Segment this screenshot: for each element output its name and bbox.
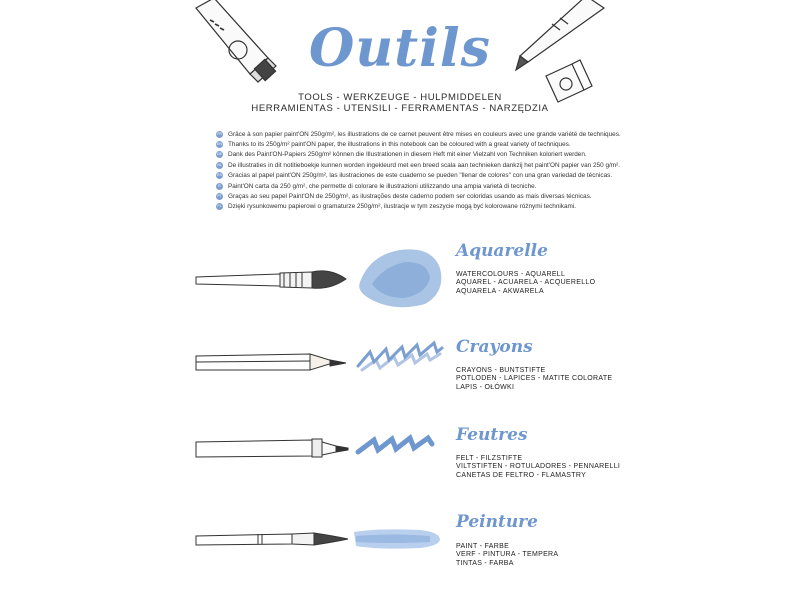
language-text: Grâce à son papier paint'ON 250g/m², les illustrations de ce carnet peuvent être mises en couleurs avec une grande variété de techniques. <box>228 130 621 138</box>
flag-badge-icon: PT <box>217 194 222 199</box>
subtitle-line-2: HERRAMIENTAS - UTENSILI - FERRAMENTAS - NARZĘDZIA <box>251 103 549 114</box>
flag-badge-icon: NL <box>217 162 222 167</box>
tool-translations-peinture <box>456 543 656 568</box>
page-title: Outils <box>309 18 491 79</box>
tool-line: LAPIS - OŁÓWKI <box>456 383 515 391</box>
flag-badge-icon: IT <box>217 183 222 188</box>
tool-line: AQUARELA - AKWARELA <box>456 287 544 295</box>
tool-name-peinture: Peinture <box>456 512 538 532</box>
tool-translations-aquarelle <box>456 271 656 296</box>
tool-line: POTLODEN - LAPICES - MATITE COLORATE <box>456 375 613 383</box>
watercolor-brush-icon <box>196 271 346 288</box>
pencil-swatch <box>358 343 442 370</box>
tool-line: CRAYONS - BUNTSTIFTE <box>456 367 546 374</box>
language-row-nl <box>216 160 620 170</box>
tool-translations-feutres <box>456 455 656 480</box>
flag-badge-icon: EN <box>217 142 222 147</box>
language-row-es <box>216 171 613 181</box>
flag-badge-icon: FR <box>217 131 222 136</box>
flag-badge-icon: PL <box>217 204 222 209</box>
language-text: Gracias al papel paint'ON 250g/m², las ilustraciones de este cuaderno se pueden "llenar de colores" con una gran variedad de técnicas. <box>228 172 613 180</box>
flag-badge-icon: DE <box>217 152 222 157</box>
language-row-pl <box>216 202 596 212</box>
language-text: Graças ao seu papel Paint'ON de 250g/m², as ilustrações deste caderno podem ser coloridas usando as mais diversas técnicas. <box>228 193 592 201</box>
tool-name-aquarelle: Aquarelle <box>456 241 548 261</box>
language-text: De illustraties in dit notitieboekje kunnen worden ingekleurd met een breed scala aan technieken dankzij het paint'ON papier van 250 g/m². <box>228 161 620 169</box>
language-text: Paint'ON carta da 250 g/m², che permette di colorare le illustrazioni utilizzando una ampia varietà di tecniche. <box>228 182 537 190</box>
felt-swatch <box>358 438 432 452</box>
language-row-it <box>216 181 596 191</box>
tool-line: CANETAS DE FELTRO - FLAMASTRY <box>456 471 587 479</box>
watercolor-swatch <box>359 249 441 307</box>
flag-badge-icon: ES <box>217 173 222 178</box>
language-row-de <box>216 150 596 160</box>
tool-line: WATERCOLOURS - AQUARELL <box>456 271 566 278</box>
language-row-fr <box>216 129 621 139</box>
tool-name-feutres: Feutres <box>456 425 528 445</box>
language-list <box>216 129 621 212</box>
language-text: Dank des Paint'ON-Papiers 250g/m² können die Illustrationen in diesem Heft mit einer Vielzahl von Techniken koloriert werden. <box>228 151 587 159</box>
tool-line: TINTAS - FARBA <box>456 559 514 567</box>
language-row-pt <box>216 191 596 201</box>
tool-line: VERF - PINTURA - TEMPERA <box>456 551 559 559</box>
language-row-en <box>216 139 596 149</box>
tool-line: AQUAREL - ACUARELA - ACQUERELLO <box>456 279 596 287</box>
language-text: Dzięki rysunkowemu papierowi o gramaturze 250g/m², ilustracje w tym zeszycie mogą być kolorowane różnymi technikami. <box>228 203 577 211</box>
tool-line: PAINT - FARBE <box>456 543 510 550</box>
tool-translations-crayons <box>456 367 656 392</box>
language-text: Thanks to its 250g/m² paint'ON paper, the illustrations in this notebook can be coloured with a great variety of techniques. <box>228 141 571 149</box>
paintbrush-icon <box>196 533 348 545</box>
tool-line: VILTSTIFTEN - ROTULADORES - PENNARELLI <box>456 463 621 471</box>
tool-line: FELT - FILZSTIFTE <box>456 455 523 462</box>
felt-pen-icon <box>196 439 348 457</box>
tool-name-crayons: Crayons <box>456 337 533 357</box>
subtitle-line-1: TOOLS - WERKZEUGE - HULPMIDDELEN <box>298 92 502 103</box>
paint-swatch <box>354 529 440 548</box>
colored-pencil-icon <box>196 354 346 370</box>
